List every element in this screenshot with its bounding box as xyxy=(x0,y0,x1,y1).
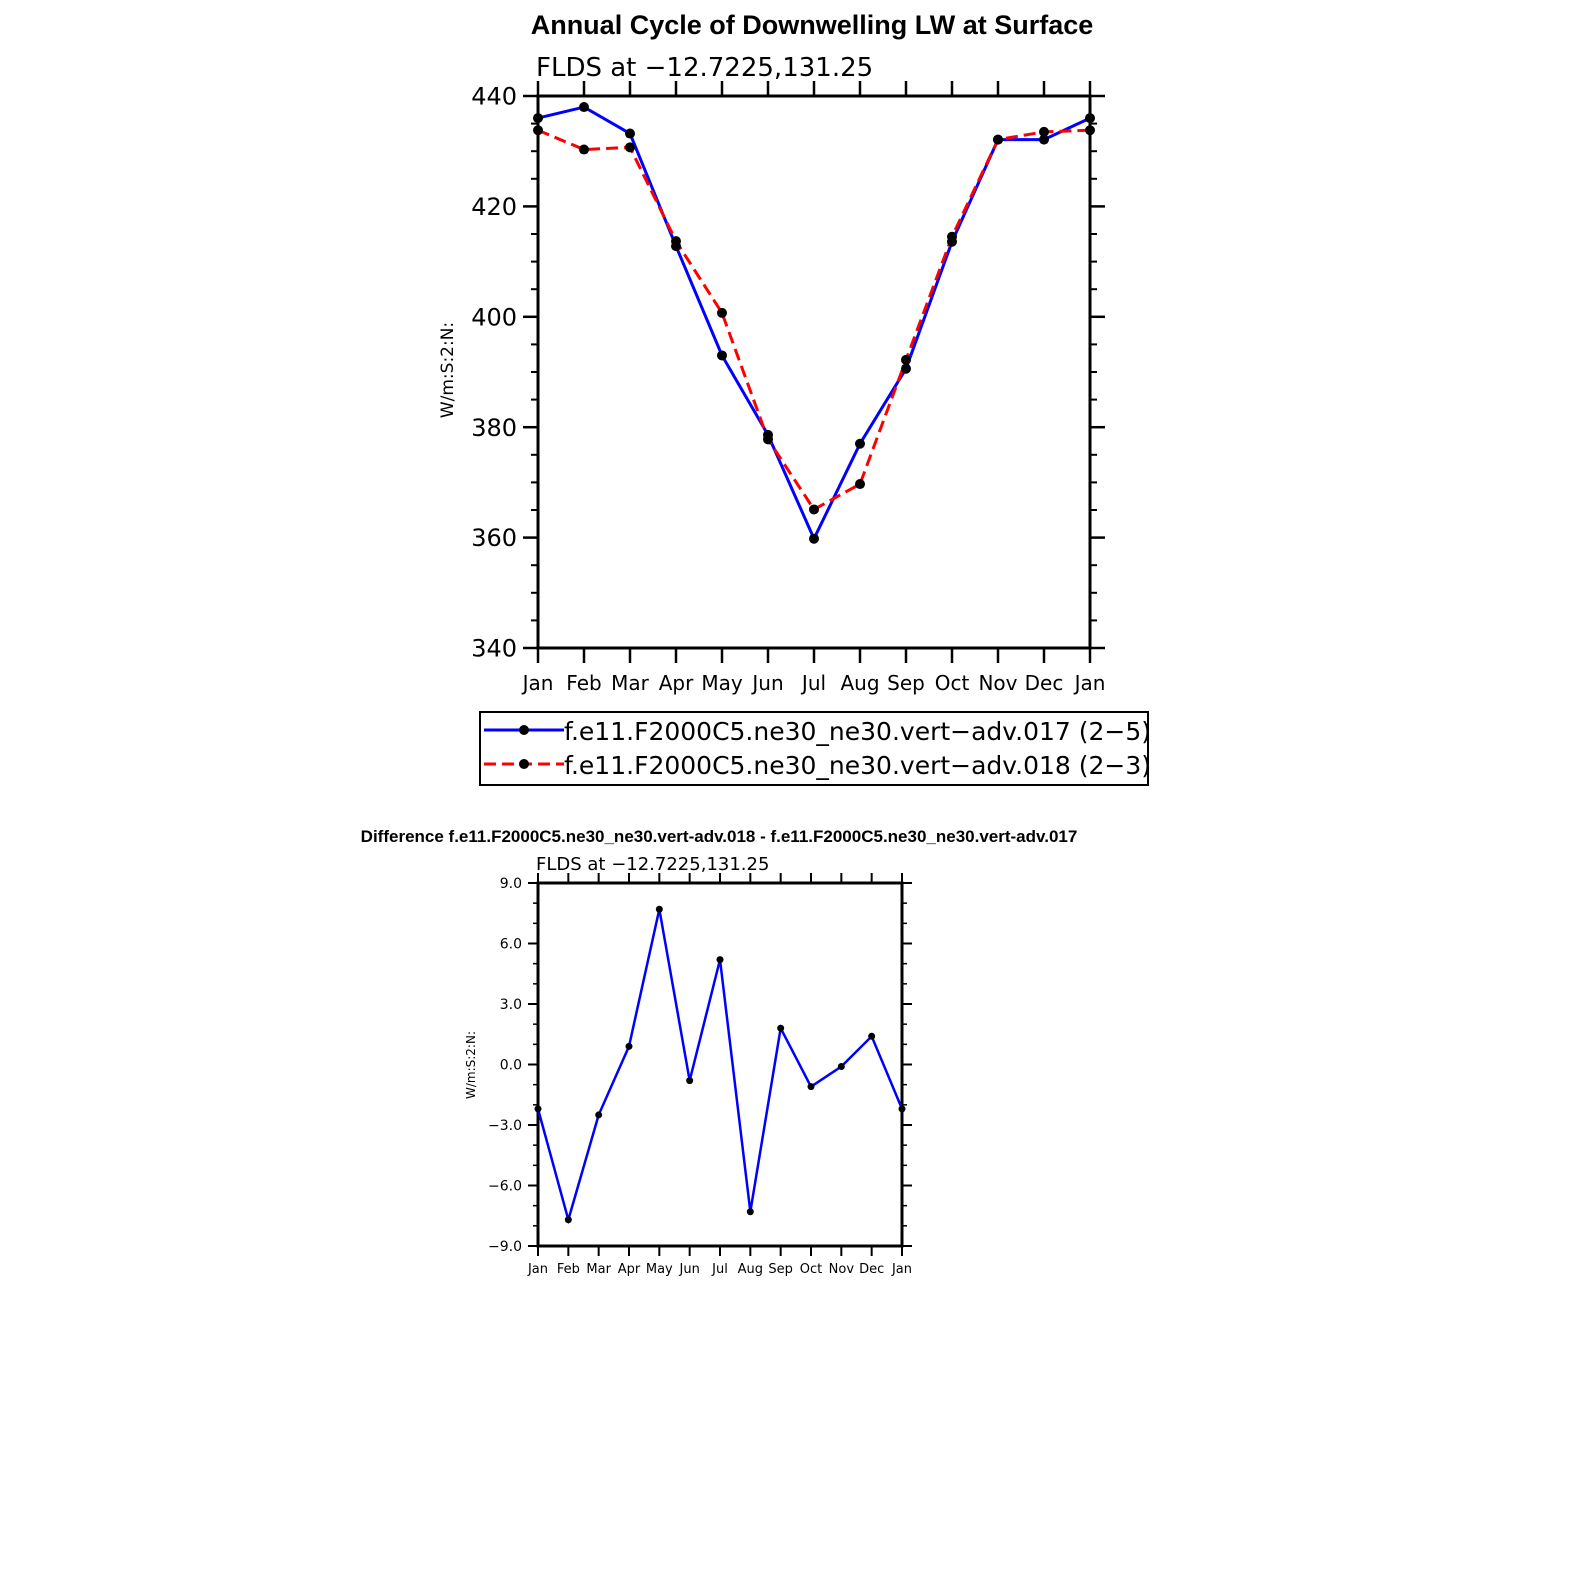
x-tick-label: Feb xyxy=(566,671,602,695)
data-point-series-1 xyxy=(868,1033,875,1040)
data-point-series-1 xyxy=(656,906,663,913)
y-tick-label: 9.0 xyxy=(499,876,522,893)
annual-cycle-chart xyxy=(438,10,1151,785)
data-point-series-1 xyxy=(717,956,724,963)
x-tick-label: Jan xyxy=(527,1262,549,1277)
data-point-series-2 xyxy=(947,232,957,242)
x-tick-label: Dec xyxy=(1024,671,1064,695)
x-tick-label: Jul xyxy=(801,671,827,695)
legend-marker-series-1 xyxy=(519,725,529,735)
data-point-series-2 xyxy=(533,125,543,135)
data-point-series-2 xyxy=(579,145,589,155)
data-point-series-2 xyxy=(625,142,635,152)
x-tick-label: Sep xyxy=(887,671,925,695)
x-tick-label: Feb xyxy=(556,1262,580,1277)
x-tick-label: Jun xyxy=(679,1262,700,1277)
x-tick-label: May xyxy=(701,671,743,695)
data-point-series-1 xyxy=(717,350,727,360)
data-point-series-1 xyxy=(808,1083,815,1090)
y-tick-label: 340 xyxy=(471,634,517,663)
diff-chart-title: Difference f.e11.F2000C5.ne30_ne30.vert-adv.018 - f.e11.F2000C5.ne30_ne30.vert-adv.017 xyxy=(360,827,1078,846)
y-tick-label: 380 xyxy=(471,413,517,442)
data-point-series-2 xyxy=(717,308,727,318)
legend xyxy=(480,712,1151,785)
x-tick-label: Aug xyxy=(840,671,880,695)
data-point-series-1 xyxy=(565,1216,572,1223)
chart-subtitle: FLDS at −12.7225,131.25 xyxy=(536,53,874,83)
x-tick-label: Jul xyxy=(712,1262,728,1277)
legend-label-series-1: f.e11.F2000C5.ne30_ne30.vert−adv.017 (2−5) xyxy=(564,717,1152,746)
data-point-series-1 xyxy=(626,1043,633,1050)
series-line-2 xyxy=(538,130,1090,509)
x-tick-label: Oct xyxy=(934,671,970,695)
plot-frame xyxy=(538,96,1090,648)
x-tick-labels xyxy=(521,671,1106,695)
y-tick-label: −9.0 xyxy=(488,1239,522,1256)
diff-chart-subtitle: FLDS at −12.7225,131.25 xyxy=(536,854,770,875)
y-tick-label: −6.0 xyxy=(488,1178,522,1195)
data-point-series-1 xyxy=(535,1105,542,1112)
diff-plot-frame xyxy=(538,883,902,1246)
x-tick-label: Jan xyxy=(1074,671,1106,695)
data-point-series-2 xyxy=(901,355,911,365)
y-tick-label: 440 xyxy=(471,82,517,111)
y-tick-label: 3.0 xyxy=(499,997,522,1014)
difference-chart xyxy=(361,827,1078,1277)
data-point-series-1 xyxy=(595,1111,602,1118)
data-point-series-1 xyxy=(747,1208,754,1215)
data-point-series-1 xyxy=(1085,113,1095,123)
x-tick-label: Sep xyxy=(768,1262,793,1277)
y-tick-label: 0.0 xyxy=(499,1057,522,1074)
x-tick-label: Jun xyxy=(752,671,784,695)
data-point-series-1 xyxy=(901,364,911,374)
legend-marker-series-2 xyxy=(519,759,529,769)
data-point-series-2 xyxy=(993,135,1003,145)
legend-label-series-2: f.e11.F2000C5.ne30_ne30.vert−adv.018 (2−3) xyxy=(564,751,1152,780)
data-point-series-1 xyxy=(686,1077,693,1084)
data-point-series-1 xyxy=(899,1105,906,1112)
x-tick-label: Apr xyxy=(658,671,694,695)
x-tick-label: Dec xyxy=(859,1262,885,1277)
data-point-series-2 xyxy=(1085,125,1095,135)
data-point-series-1 xyxy=(625,129,635,139)
data-point-series-2 xyxy=(671,236,681,246)
data-point-series-1 xyxy=(777,1025,784,1032)
x-tick-label: Mar xyxy=(611,671,649,695)
data-point-series-1 xyxy=(855,439,865,449)
x-tick-label: Nov xyxy=(828,1262,855,1277)
y-tick-label: 400 xyxy=(471,303,517,332)
data-point-series-2 xyxy=(763,434,773,444)
data-point-series-1 xyxy=(838,1063,845,1070)
data-point-series-2 xyxy=(1039,127,1049,137)
y-tick-labels xyxy=(471,83,517,663)
x-tick-label: Jan xyxy=(522,671,554,695)
data-point-series-1 xyxy=(579,102,589,112)
diff-y-axis-label: W/m:S:2:N: xyxy=(464,1031,478,1099)
x-tick-label: Nov xyxy=(978,671,1018,695)
x-tick-label: Jan xyxy=(891,1262,913,1277)
diff-y-tick-labels xyxy=(488,876,522,1255)
diff-tick-marks xyxy=(528,873,912,1256)
x-tick-label: Mar xyxy=(586,1262,611,1277)
x-tick-label: Aug xyxy=(737,1262,764,1277)
chart-title: Annual Cycle of Downwelling LW at Surface xyxy=(530,10,1094,40)
y-tick-label: 6.0 xyxy=(499,936,522,953)
data-point-series-2 xyxy=(855,479,865,489)
tick-marks xyxy=(523,81,1105,663)
series-group xyxy=(533,102,1095,544)
diff-series-group xyxy=(535,906,906,1224)
data-point-series-1 xyxy=(533,113,543,123)
y-axis-label: W/m:S:2:N: xyxy=(438,321,458,419)
data-point-series-2 xyxy=(809,504,819,514)
data-point-series-1 xyxy=(809,534,819,544)
y-tick-label: −3.0 xyxy=(488,1118,522,1135)
x-tick-label: Apr xyxy=(617,1262,641,1277)
series-line-1 xyxy=(538,909,902,1220)
x-tick-label: Oct xyxy=(799,1262,823,1277)
y-tick-label: 360 xyxy=(471,524,517,553)
series-line-1 xyxy=(538,107,1090,539)
y-tick-label: 420 xyxy=(471,193,517,222)
diff-x-tick-labels xyxy=(527,1262,912,1277)
x-tick-label: May xyxy=(645,1262,673,1277)
